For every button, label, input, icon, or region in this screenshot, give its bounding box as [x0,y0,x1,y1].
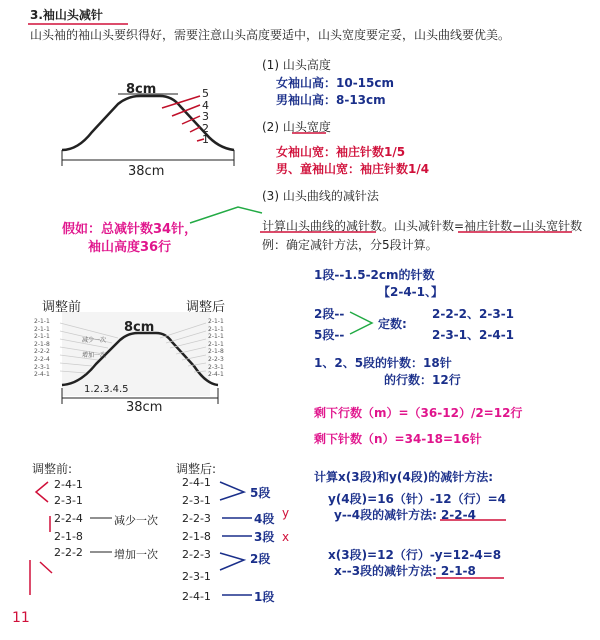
bm-group-4: 4段 [254,512,275,526]
step-5: 5 [202,87,209,100]
bm-item-3: 2-2-3 [182,512,211,525]
s1-line1: 女袖山高：10-15cm [276,76,394,90]
section-title: 3.袖山头减针 [30,8,103,22]
ding-brace [350,312,372,334]
bm-item-2: 2-3-1 [182,494,211,507]
adjust-left-note-more: 增加一次 [82,352,107,359]
seg-5: 5段-- [314,328,345,342]
calc-x-eq: x(3段)=12（行）-y=12-4=8 [328,548,502,562]
s3-formula: 计算山头曲线的减针数。山头减针数=袖庄针数−山头宽针数 [262,219,583,233]
bm-group-1: 1段 [254,590,275,604]
s1-heading: (1) 山头高度 [262,58,331,72]
bl-item-1: 2-4-1 [54,478,83,491]
green-connector [190,207,262,223]
s2-heading: (2) 山头宽度 [262,120,331,134]
bm-item-5: 2-2-3 [182,548,211,561]
s3-heading: (3) 山头曲线的减针法 [262,189,379,203]
page-number: 11 [12,610,30,626]
step-2: 2 [202,121,209,135]
remaining-rows: 剩下行数（m）=（36-12）/2=12行 [314,406,523,420]
bm-header: 调整后: [176,462,217,476]
base-width-label: 38cm [128,164,165,179]
calc-y-method: y--4段的减针方法: 2-2-4 [334,508,476,522]
s2-line1: 女袖山宽：袖庄针数1/5 [276,145,406,159]
bm-x-label: x [282,530,290,544]
adjust-left-list: 2-1-1 2-1-1 2-1-1 2-1-8 2-2-2 2-2-4 2-3-1 2-4-1 [34,318,50,379]
bottom-left-marks [30,482,52,595]
seg-ding: 定数: [378,317,407,331]
intro-text: 山头袖的袖山头要织得好，需要注意山头高度要适中，山头宽度要定妥，山头曲线要优美。 [30,28,511,42]
bl-note-less: 减少一次 [114,514,158,527]
adjust-right-list: 2-1-1 2-1-1 2-1-1 2-1-1 2-1-8 2-2-3 2-3-1 2-4-1 [208,318,224,379]
remaining-needles: 剩下针数（n）=34-18=16针 [314,432,482,446]
s3-example: 例：确定减针方法，分5段计算。 [262,238,438,252]
bottom-mid-brackets [220,482,252,595]
seg-2: 2段-- [314,307,345,321]
step-4: 4 [202,98,209,112]
bl-item-5: 2-2-2 [54,546,83,559]
adjust-base-width-label: 38cm [126,400,163,415]
bm-y-label: y [282,506,290,520]
seg-v2: 2-3-1、2-4-1 [432,328,515,342]
adjust-before-label: 调整前 [42,300,82,315]
adjust-left-note-less: 减少一次 [82,337,107,344]
seg-title: 1段--1.5-2cm的针数 [314,268,435,282]
bl-note-more: 增加一次 [114,548,158,561]
adjust-bottom-numbers: 1.2.3.4.5 [84,384,129,395]
seg-v1: 2-2-2、2-3-1 [432,307,515,321]
s1-line2: 男袖山高：8-13cm [276,93,386,107]
bl-item-4: 2-1-8 [54,530,83,543]
seg-needles: 1、2、5段的针数：18针 [314,356,452,370]
step-number-list [202,88,209,146]
bm-item-1: 2-4-1 [182,476,211,489]
calc-title: 计算x(3段)和y(4段)的减针方法: [314,470,493,484]
bl-item-2: 2-3-1 [54,494,83,507]
bl-item-3: 2-2-4 [54,512,83,525]
calc-y-eq: y(4段)=16（针）-12（行）=4 [328,492,506,506]
seg-bracket: 【2-4-1、】 [378,285,444,299]
step-pointer-4 [172,105,200,116]
adjust-cap-width-label: 8cm [124,320,155,335]
bm-group-2: 2段 [250,552,271,566]
assume-line1: 假如：总减针数34针， [62,222,198,237]
seg-rows: 的行数：12行 [384,373,461,387]
step-pointer-2 [190,127,200,132]
cap-width-label: 8cm [126,82,157,97]
step-1: 1 [202,133,209,146]
bm-item-4: 2-1-8 [182,530,211,543]
adjust-after-label: 调整后 [186,300,226,315]
assume-line2: 袖山高度36行 [88,240,172,255]
s2-line2: 男、童袖山宽：袖庄针数1/4 [276,162,430,176]
step-3: 3 [202,110,209,123]
bl-header: 调整前: [32,462,73,476]
bm-item-7: 2-4-1 [182,590,211,603]
bm-item-6: 2-3-1 [182,570,211,583]
bm-group-3: 3段 [254,530,275,544]
calc-x-method: x--3段的减针方法: 2-1-8 [334,564,476,578]
bm-group-5: 5段 [250,486,271,500]
